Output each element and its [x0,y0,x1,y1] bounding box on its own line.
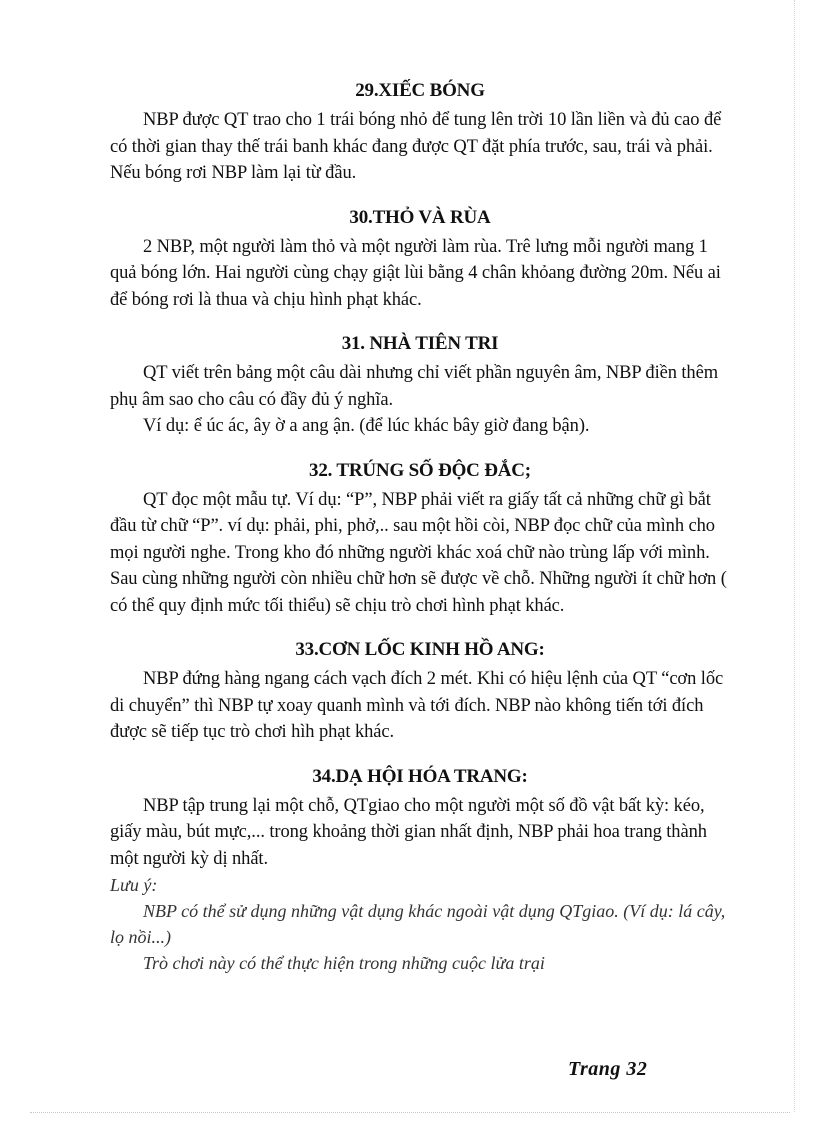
section-paragraph: NBP đứng hàng ngang cách vạch đích 2 mét. Khi có hiệu lệnh của QT “cơn lốc di chuyển” thì NBP tự xoay quanh mình và tới đích. NBP nào không tiến tới đích được sẽ tiếp tục trò chơi hìh phạt khác. [110,669,724,742]
section-31 [110,331,730,440]
section-29 [110,78,730,187]
section-30 [110,205,730,314]
page-content [110,78,730,994]
right-page-border [794,0,795,1112]
section-heading: 33.CƠN LỐC KINH HỒ ANG: [295,639,545,660]
section-paragraph: QT viết trên bảng một câu dài nhưng chỉ viết phần nguyên âm, NBP điền thêm phụ âm sao cho câu có đầy đủ ý nghĩa. [110,363,718,410]
note-label: Lưu ý: [110,875,158,895]
section-example: Ví dụ: ể úc ác, ây ờ a ang ận. (để lúc khác bây giờ đang bận). [143,416,590,436]
section-heading: 32. TRÚNG SỐ ĐỘC ĐẮC; [309,459,531,481]
section-heading: 31. NHÀ TIÊN TRI [341,333,499,354]
section-33 [110,637,730,746]
page-number: Trang 32 [568,1058,648,1080]
section-paragraph: NBP tập trung lại một chỗ, QTgiao cho một người một số đồ vật bất kỳ: kéo, giấy màu, bút mực,... trong khoảng thời gian nhất định, NBP phải hoa trang thành một người kỳ dị nhất. [110,795,707,869]
section-heading: 30.THỎ VÀ RÙA [349,206,491,228]
section-heading: 29.XIẾC BÓNG [355,80,485,101]
section-32 [110,458,730,620]
section-paragraph: 2 NBP, một người làm thỏ và một người làm rùa. Trê lưng mỗi người mang 1 quả bóng lớn. Hai người cùng chạy giật lùi bằng 4 chân khỏang đường 20m. Nếu ai để bóng rơi là thua và chịu hình phạt khác. [110,236,721,310]
section-paragraph: QT đọc một mẫu tự. Ví dụ: “P”, NBP phải viết ra giấy tất cả những chữ gì bắt đầu từ chữ “P”. ví dụ: phải, phi, phở,.. sau một hồi còi, NBP đọc chữ của mình cho mọi người nghe. Trong kho đó những người khác xoá chữ nào trùng lấp với mình. Sau cùng những người còn nhiều chữ hơn sẽ được về chỗ. Những người ít chữ hơn ( có thể quy định mức tối thiểu) sẽ chịu trò chơi hình phạt khác. [110,489,727,616]
note-text: NBP có thể sử dụng những vật dụng khác ngoài vật dụng QTgiao. (Ví dụ: lá cây, lọ nồi...) [110,901,726,947]
section-paragraph: NBP được QT trao cho 1 trái bóng nhỏ để tung lên trời 10 lần liền và đủ cao để có thời gian thay thế trái banh khác đang được QT đặt phía trước, sau, trái và phải. Nếu bóng rơi NBP làm lại từ đầu. [110,110,722,183]
bottom-page-border [30,1112,790,1113]
section-34 [110,764,730,977]
note-text: Trò chơi này có thể thực hiện trong những cuộc lửa trại [143,953,545,973]
section-heading: 34.DẠ HỘI HÓA TRANG: [312,765,528,787]
